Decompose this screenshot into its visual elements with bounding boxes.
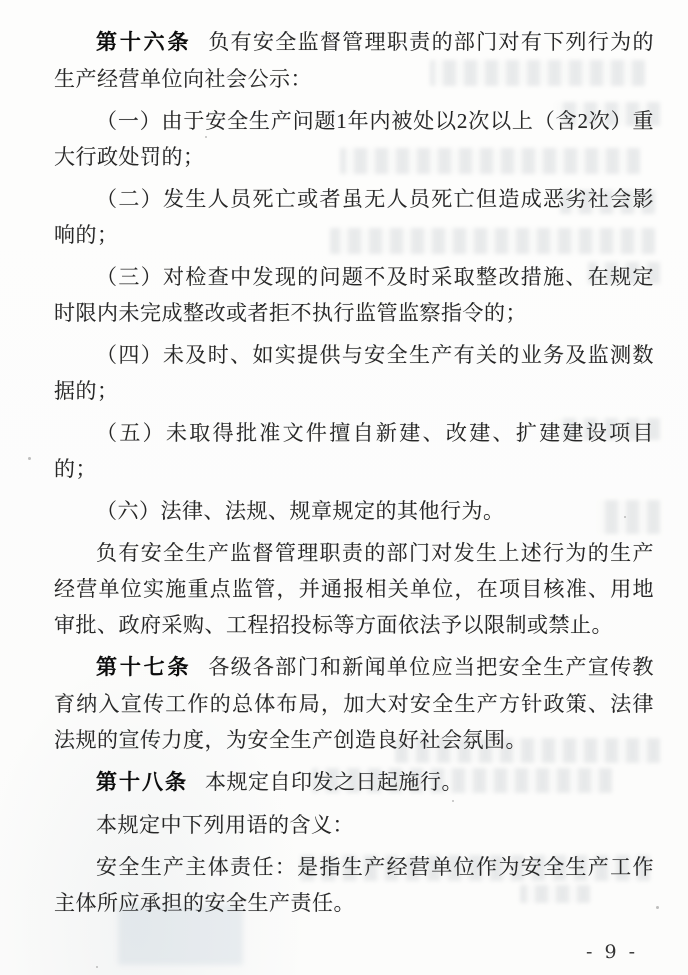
paragraph-term-definition xyxy=(54,849,654,921)
paragraph-text: 本规定自印发之日起施行。 xyxy=(205,770,463,794)
page-number: - 9 - xyxy=(585,941,638,963)
article-16-number-label: 第十六条 xyxy=(96,31,192,54)
paragraph-text: 本规定中下列用语的含义： xyxy=(96,813,354,837)
paragraph-text: 负有安全生产监督管理职责的部门对发生上述行为的生产经营单位实施重点监管，并通报相关单位，在项目核准、用地审批、政府采购、工程招投标等方面依法予以限制或禁止。 xyxy=(54,541,654,637)
list-item-3 xyxy=(54,259,654,331)
paragraph-text: （五）未取得批准文件擅自新建、改建、扩建建设项目的； xyxy=(54,421,654,481)
list-item-6 xyxy=(54,493,654,529)
paragraph-article-16 xyxy=(54,24,654,97)
list-item-1 xyxy=(54,103,654,175)
article-17-number-label: 第十七条 xyxy=(96,656,192,679)
paragraph-text: （三）对检查中发现的问题不及时采取整改措施、在规定时限内未完成整改或者拒不执行监管监察指令的； xyxy=(54,265,654,325)
paragraph-terms-intro xyxy=(54,807,654,843)
paragraph-article-17 xyxy=(54,649,654,758)
list-item-2 xyxy=(54,181,654,253)
scan-speck xyxy=(656,906,659,909)
paragraph-text: 安全生产主体责任：是指生产经营单位作为安全生产工作主体所应承担的安全生产责任。 xyxy=(54,855,654,915)
paragraph-text: 负有安全监督管理职责的部门对有下列行为的生产经营单位向社会公示： xyxy=(54,30,655,91)
paragraph-text: （四）未及时、如实提供与安全生产有关的业务及监测数据的； xyxy=(54,343,654,403)
paragraph-text: 各级各部门和新闻单位应当把安全生产宣传教育纳入宣传工作的总体布局，加大对安全生产方针政策、法律法规的宣传力度，为安全生产创造良好社会氛围。 xyxy=(54,655,655,752)
paragraph-text: （一）由于安全生产问题1年内被处以2次以上（含2次）重大行政处罚的； xyxy=(54,109,654,169)
paragraph-text: （六）法律、法规、规章规定的其他行为。 xyxy=(96,499,505,523)
paragraph-text: （二）发生人员死亡或者虽无人员死亡但造成恶劣社会影响的； xyxy=(54,187,654,247)
article-18-number-label: 第十八条 xyxy=(96,771,188,794)
paragraph-supervision xyxy=(54,535,654,643)
document-body xyxy=(54,24,654,927)
paragraph-article-18 xyxy=(54,764,654,801)
list-item-4 xyxy=(54,337,654,409)
scan-speck xyxy=(96,966,98,968)
list-item-5 xyxy=(54,415,654,487)
scan-speck xyxy=(28,457,31,460)
